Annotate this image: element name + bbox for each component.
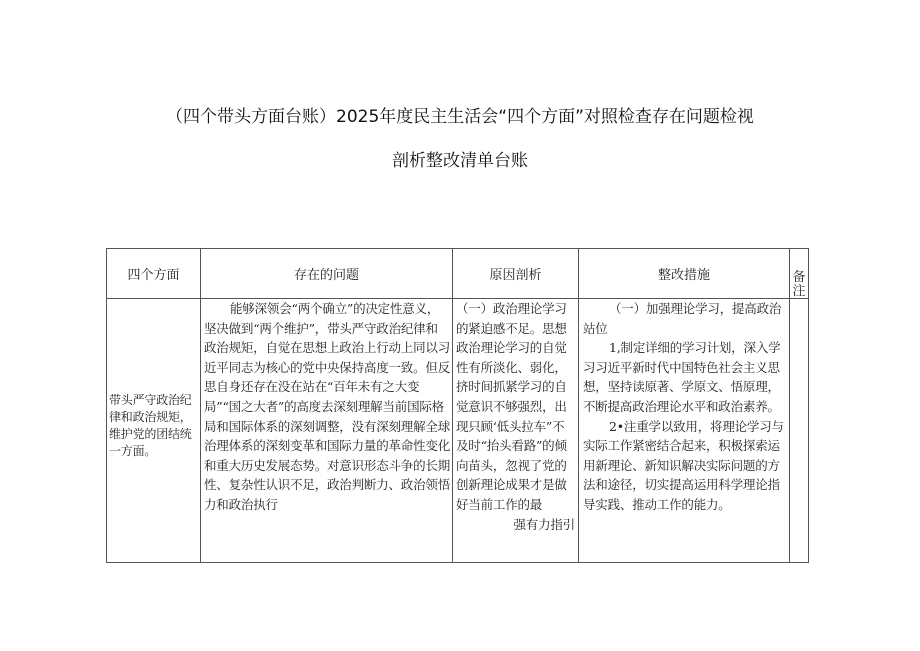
cell-aspect — [107, 299, 201, 563]
header-remarks — [790, 249, 809, 299]
problem-text: 能够深领会“两个确立”的决定性意义，坚决做到“两个维护”，带头严守政治纪律和政治规矩，自觉在思想上政治上行动上同以习近平同志为核心的党中央保持高度一致。但反思自身还存在没在站在“百年未有之大变局”“国之大者”的高度去深刻理解当前国际格局和国际体系的深刻调整，没有深刻理解全球治理体系的深刻变革和国际力量的革命性变化和重大历史发展态势。对意识形态斗争的长期性、复杂性认识不足，政治判断力、政治领悟力和政治执行 — [204, 301, 451, 512]
header-existing-problems: 存在的问题 — [201, 249, 453, 299]
header-four-aspects: 四个方面 — [107, 249, 201, 299]
header-rectification-measures: 整改措施 — [579, 249, 790, 299]
cell-cause — [453, 299, 579, 563]
cell-problem — [201, 299, 453, 563]
measure-text-block — [579, 299, 789, 515]
document-title-line-1: （四个带头方面台账）2025年度民主生活会“四个方面”对照检查存在问题检视 — [166, 107, 754, 127]
rectification-ledger-table — [106, 248, 809, 563]
header-remarks-label: 备注 — [792, 270, 806, 298]
measure-item-2: 2•注重学以致用，将理论学习与实际工作紧密结合起来，积极探索运用新理论、新知识解决实际问题的方法和途径，切实提高运用科学理论指导实践、推动工作的能力。 — [583, 418, 784, 512]
cause-text-ending: 强有力指引 — [513, 516, 575, 532]
measure-heading: （一）加强理论学习，提高政治站位 — [583, 301, 782, 336]
cause-text-block — [453, 299, 578, 534]
cell-measure — [579, 299, 790, 563]
table-row — [107, 299, 809, 563]
header-cause-analysis: 原因剖析 — [453, 249, 579, 299]
measure-item-1: 1,制定详细的学习计划，深入学习习近平新时代中国特色社会主义思想，坚持读原著、学原文、悟原理，不断提高政治理论水平和政治素养。 — [583, 340, 781, 414]
aspect-text: 带头严守政治纪律和政治规矩，维护党的团结统一方面。 — [109, 393, 192, 458]
cause-text: （一）政治理论学习的紧迫感不足。思想政治理论学习的自觉性有所淡化、弱化，挤时间抓紧学习的自觉意识不够强烈，出现只顾‘低头拉车”不及时“抬头看路”的倾向苗头，忽视了党的创新理论成果才是做好当前工作的最 — [456, 301, 567, 512]
cell-remark — [790, 299, 809, 563]
document-title-line-2: 剖析整改清单台账 — [392, 151, 528, 171]
table-header-row — [107, 249, 809, 299]
